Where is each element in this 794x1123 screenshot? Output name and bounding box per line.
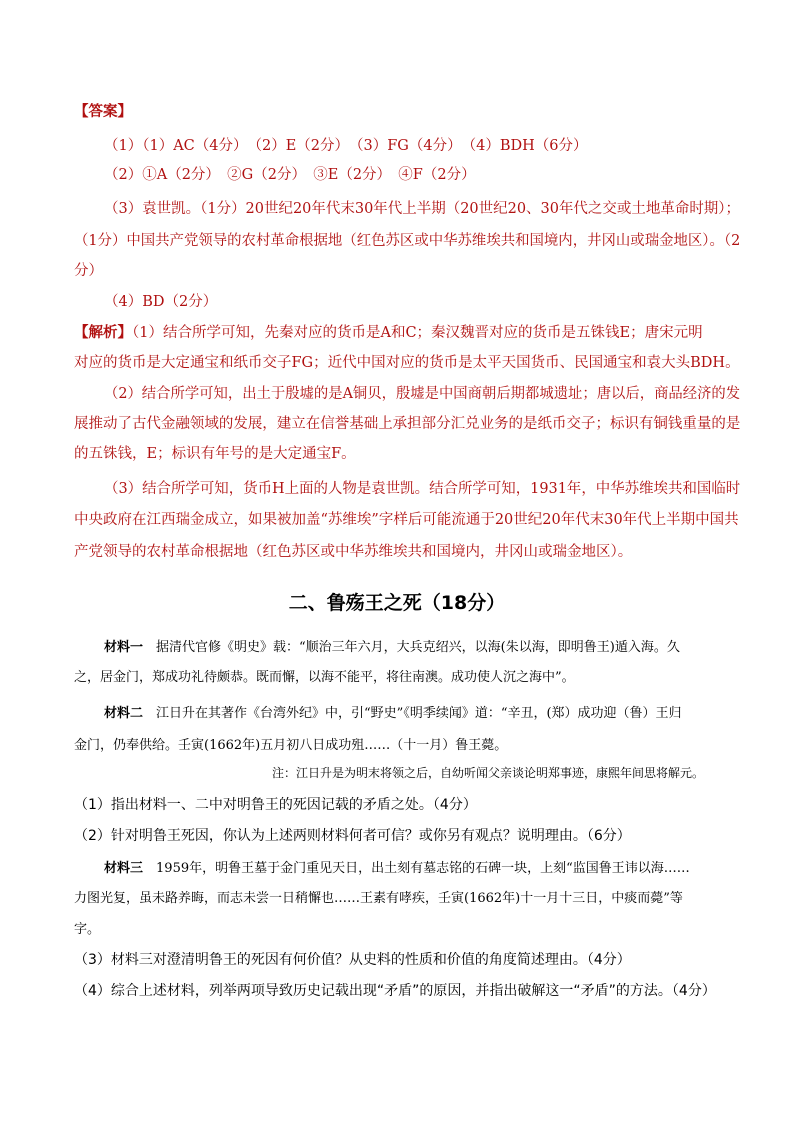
section-title: 二、鲁殇王之死（18分）: [288, 592, 506, 614]
material-1-line-1: [104, 636, 680, 655]
answer-header: 【答案】: [74, 103, 132, 120]
analysis-line-6: （3）结合所学可知，货币H上面的人物是袁世凯。结合所学可知，1931年，中华苏维埃共和国临时: [104, 481, 741, 497]
material-2-label: 材料二: [104, 706, 144, 721]
answer-line-2: （2）①A（2分） ②G（2分） ③E（2分） ④F（2分）: [104, 167, 476, 183]
material-2-line-1: [104, 702, 682, 721]
material-1-line-2: 之，居金门，郑成功礼待颇恭。既而懈，以海不能平，将往南澳。成功使人沉之海中”。: [74, 670, 575, 685]
question-2: （2）针对明鲁王死因，你认为上述两则材料何者可信？或你另有观点？说明理由。（6分）: [74, 828, 631, 844]
material-3-label: 材料三: [104, 861, 144, 876]
answer-line-3: （3）袁世凯。（1分）20世纪20年代末30年代上半期（20世纪20、30年代之交或土地革命时期）；: [104, 201, 741, 217]
answer-line-6: （4）BD（2分）: [104, 294, 218, 310]
analysis-line-5: 的五铢钱，E；标识有年号的是大定通宝F。: [74, 446, 356, 462]
analysis-header: 【解析】: [74, 324, 132, 341]
material-3-line-3: 字。: [74, 922, 101, 937]
material-2-text-1: 江日升在其著作《台湾外纪》中，引“野史”《明季续闻》道：“辛丑，(郑）成功迎（鲁）王归: [156, 706, 682, 721]
question-1: （1）指出材料一、二中对明鲁王的死因记载的矛盾之处。（4分）: [74, 797, 477, 813]
material-3-line-1: [104, 857, 690, 876]
analysis-line-3: （2）结合所学可知，出土于殷墟的是A铜贝，殷墟是中国商朝后期都城遗址；唐以后，商品经济的发: [104, 386, 741, 402]
analysis-paragraph-1a: [74, 321, 703, 342]
material-3-text-1: 1959年，明鲁王墓于金门重见天日，出土刻有墓志铭的石碑一块，上刻“监国鲁王讳以海……: [156, 861, 690, 876]
question-3: （3）材料三对澄清明鲁王的死因有何价值？从史料的性质和价值的角度简述理由。（4分）: [74, 952, 631, 968]
answer-line-1: （1）（1）AC（4分） （2）E（2分） （3）FG（4分） （4）BDH（6分）: [104, 138, 588, 154]
analysis-line-2: 对应的货币是大定通宝和纸币交子FG；近代中国对应的货币是太平天国货币、民国通宝和袁大头BDH。: [74, 355, 740, 371]
material-3-line-2: 力图光复，虽未路养晦，而志未尝一日稍懈也……王素有哮疾，壬寅(1662年)十一月十三日，中痰而薨”等: [74, 891, 683, 906]
material-1-text-1: 据清代官修《明史》载：“顺治三年六月，大兵克绍兴，以海(朱以海，即明鲁王)遁入海。久: [156, 640, 680, 655]
answer-line-5: 分）: [74, 263, 103, 279]
analysis-line-8: 产党领导的农村革命根据地（红色苏区或中华苏维埃共和国境内，井冈山或瑞金地区）。: [74, 544, 633, 560]
analysis-line-4: 展推动了古代金融领域的发展，建立在信誉基础上承担部分汇兑业务的是纸币交子；标识有铜钱重量的是: [74, 416, 741, 432]
material-2-note: 注：江日升是为明末将领之后，自幼听闻父亲谈论明郑事迹，康熙年间思将解元。: [272, 766, 705, 780]
material-1-label: 材料一: [104, 640, 144, 655]
analysis-line-7: 中央政府在江西瑞金成立，如果被加盖“苏维埃”字样后可能流通于20世纪20年代末30年代上半期中国共: [74, 512, 739, 528]
material-2-line-2: 金门，仍奉供给。壬寅(1662年)五月初八日成功殂……（十一月）鲁王薨。: [74, 738, 508, 753]
analysis-line-1: （1）结合所学可知，先秦对应的货币是A和C；秦汉魏晋对应的货币是五铢钱E；唐宋元明: [132, 325, 703, 341]
question-4: （4）综合上述材料，列举两项导致历史记载出现“矛盾”的原因，并指出破解这一“矛盾”的方法。（4分）: [74, 983, 716, 999]
answer-line-4: （1分）中国共产党领导的农村革命根据地（红色苏区或中华苏维埃共和国境内，井冈山或瑞金地区）。（2: [74, 233, 741, 249]
